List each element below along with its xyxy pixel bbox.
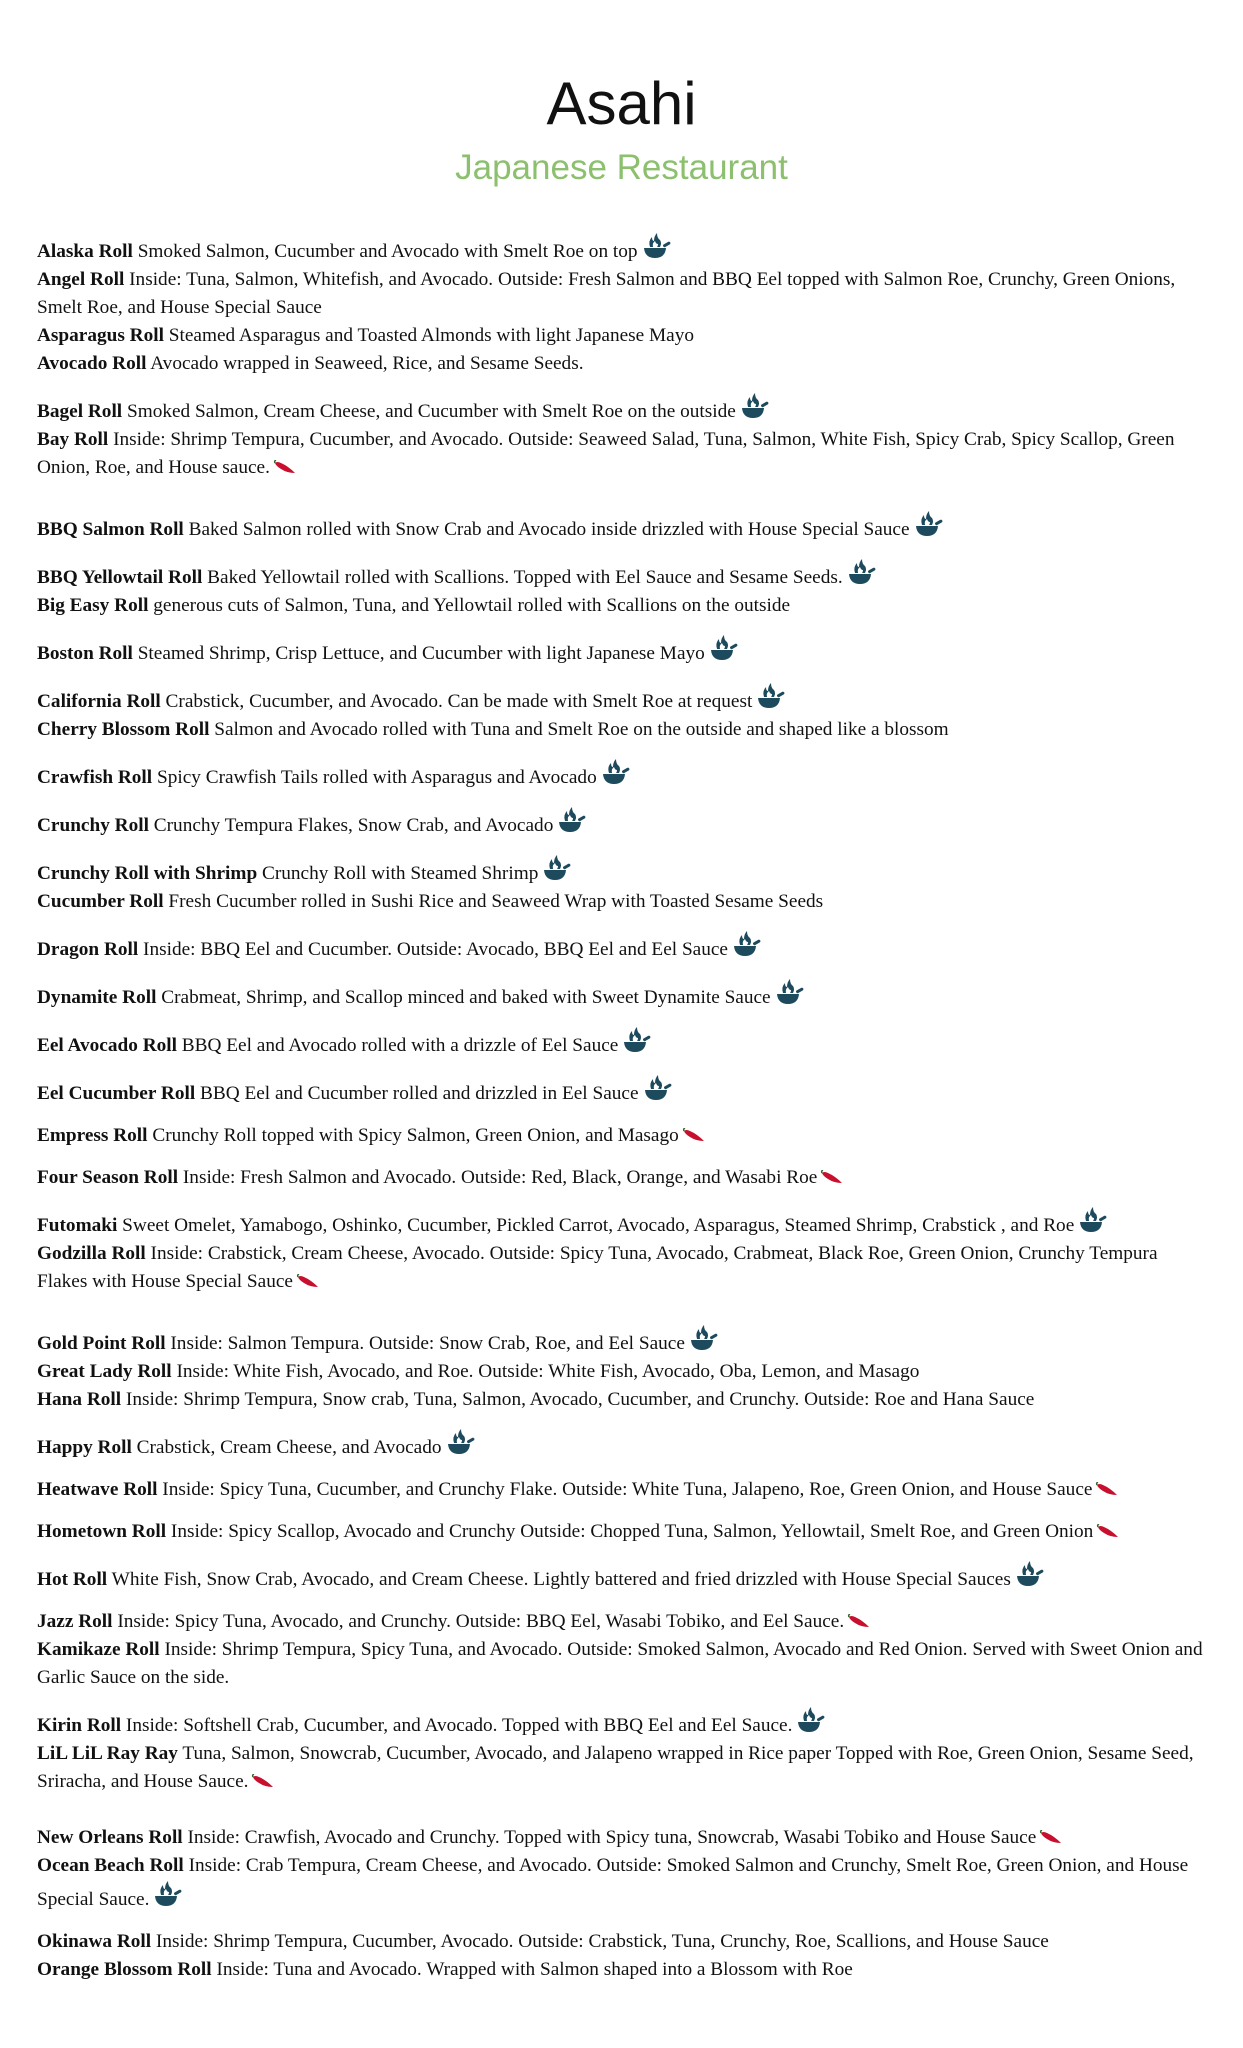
- menu-item-name: BBQ Yellowtail Roll: [37, 567, 203, 588]
- menu-item-description: Crabmeat, Shrimp, and Scallop minced and baked with Sweet Dynamite Sauce: [156, 987, 771, 1008]
- menu-item-name: California Roll: [37, 691, 161, 712]
- chili-pepper-icon: [1095, 1482, 1119, 1498]
- menu-item-name: Angel Roll: [37, 269, 125, 290]
- cooked-flame-pan-icon: [774, 978, 804, 1006]
- menu-item-description: Sweet Omelet, Yamabogo, Oshinko, Cucumber, Pickled Carrot, Avocado, Asparagus, Steamed Shrimp, Crabstick , and Roe: [117, 1215, 1075, 1236]
- cooked-flame-pan-icon: [731, 930, 761, 958]
- menu-item: [37, 806, 1207, 840]
- menu-item-description: Baked Salmon rolled with Snow Crab and Avocado inside drizzled with House Special Sauce: [183, 519, 910, 540]
- menu-item: [37, 1324, 1207, 1358]
- menu-item-name: Alaska Roll: [37, 241, 133, 262]
- menu-item-name: LiL LiL Ray Ray: [37, 1743, 178, 1764]
- menu-item: [37, 1706, 1207, 1740]
- cooked-flame-pan-icon: [621, 1026, 651, 1054]
- chili-pepper-icon: [296, 1274, 320, 1290]
- menu-item-description: Steamed Asparagus and Toasted Almonds with light Japanese Mayo: [163, 325, 695, 346]
- menu-item-name: Asparagus Roll: [37, 325, 164, 346]
- menu-item-name: Great Lady Roll: [37, 1361, 172, 1382]
- chili-pepper-icon: [820, 1170, 844, 1186]
- menu-item-name: Cherry Blossom Roll: [37, 719, 210, 740]
- menu-item-name: Ocean Beach Roll: [37, 1855, 184, 1876]
- cooked-flame-pan-icon: [708, 634, 738, 662]
- menu-item-name: Boston Roll: [37, 643, 133, 664]
- menu-item-name: BBQ Salmon Roll: [37, 519, 184, 540]
- menu-item: [37, 716, 1207, 744]
- menu-item: [37, 1386, 1207, 1414]
- menu-item-description: Inside: Shrimp Tempura, Spicy Tuna, and Avocado. Outside: Smoked Salmon, Avocado and Red Onion. Served with Sweet Onion and Garlic Sauce on the side.: [37, 1639, 1203, 1688]
- menu-item-name: Jazz Roll: [37, 1611, 113, 1632]
- menu-item-description: Steamed Shrimp, Crisp Lettuce, and Cucumber with light Japanese Mayo: [132, 643, 705, 664]
- cooked-flame-pan-icon: [541, 854, 571, 882]
- menu-item-description: Salmon and Avocado rolled with Tuna and Smelt Roe on the outside and shaped like a blossom: [209, 719, 949, 740]
- menu-item-name: Orange Blossom Roll: [37, 1959, 212, 1980]
- menu-item: [37, 930, 1207, 964]
- menu-item-description: Fresh Cucumber rolled in Sushi Rice and Seaweed Wrap with Toasted Sesame Seeds: [163, 891, 824, 912]
- menu-item-description: Crunchy Roll with Steamed Shrimp: [257, 863, 539, 884]
- menu-item: [37, 1428, 1207, 1462]
- cooked-flame-pan-icon: [913, 510, 943, 538]
- cooked-flame-pan-icon: [445, 1428, 475, 1456]
- menu-item: [37, 1206, 1207, 1240]
- menu-item-description: Inside: Crab Tempura, Cream Cheese, and Avocado. Outside: Smoked Salmon and Crunchy, Smelt Roe, Green Onion, and House Special Sauce.: [37, 1855, 1189, 1910]
- menu-item-description: Smoked Salmon, Cucumber and Avocado with Smelt Roe on top: [132, 241, 638, 262]
- menu-item-name: Happy Roll: [37, 1437, 132, 1458]
- menu-item-description: Inside: Fresh Salmon and Avocado. Outside: Red, Black, Orange, and Wasabi Roe: [178, 1167, 818, 1188]
- menu-item-description: Baked Yellowtail rolled with Scallions. Topped with Eel Sauce and Sesame Seeds.: [202, 567, 843, 588]
- menu-item-name: Crunchy Roll with Shrimp: [37, 863, 258, 884]
- menu-item: [37, 888, 1207, 916]
- menu-item-description: Avocado wrapped in Seaweed, Rice, and Sesame Seeds.: [146, 353, 584, 374]
- menu-item: [37, 1026, 1207, 1060]
- menu-item-name: Heatwave Roll: [37, 1479, 158, 1500]
- menu-item-name: Okinawa Roll: [37, 1931, 152, 1952]
- menu-item: [37, 592, 1207, 620]
- menu-item-description: Inside: Softshell Crab, Cucumber, and Avocado. Topped with BBQ Eel and Eel Sauce.: [121, 1715, 793, 1736]
- menu-item: [37, 1074, 1207, 1108]
- menu-item-description: Inside: BBQ Eel and Cucumber. Outside: Avocado, BBQ Eel and Eel Sauce: [138, 939, 728, 960]
- menu-item-name: Four Season Roll: [37, 1167, 179, 1188]
- menu-item-name: Dynamite Roll: [37, 987, 157, 1008]
- cooked-flame-pan-icon: [642, 1074, 672, 1102]
- cooked-flame-pan-icon: [1077, 1206, 1107, 1234]
- menu-item: [37, 1122, 1207, 1150]
- menu-item-name: Kamikaze Roll: [37, 1639, 160, 1660]
- menu-item-description: Inside: White Fish, Avocado, and Roe. Outside: White Fish, Avocado, Oba, Lemon, and Masago: [171, 1361, 920, 1382]
- cooked-flame-pan-icon: [755, 682, 785, 710]
- menu-item-name: Hot Roll: [37, 1569, 108, 1590]
- menu-item-name: Cucumber Roll: [37, 891, 164, 912]
- menu-item: [37, 1852, 1207, 1928]
- menu-item: [37, 978, 1207, 1012]
- cooked-flame-pan-icon: [1014, 1560, 1044, 1588]
- cooked-flame-pan-icon: [688, 1324, 718, 1352]
- menu-item-description: Spicy Crawfish Tails rolled with Asparagus and Avocado: [152, 767, 597, 788]
- menu-item-description: generous cuts of Salmon, Tuna, and Yellowtail rolled with Scallions on the outside: [148, 595, 791, 616]
- chili-pepper-icon: [273, 460, 297, 476]
- menu-item: [37, 350, 1207, 378]
- menu-item: [37, 1164, 1207, 1192]
- cooked-flame-pan-icon: [739, 392, 769, 420]
- menu-item-name: Bagel Roll: [37, 401, 123, 422]
- menu-item: [37, 558, 1207, 592]
- menu-item: [37, 1518, 1207, 1546]
- menu-item: [37, 266, 1207, 322]
- cooked-flame-pan-icon: [152, 1880, 182, 1908]
- menu-item: [37, 634, 1207, 668]
- menu-item-description: Tuna, Salmon, Snowcrab, Cucumber, Avocado, and Jalapeno wrapped in Rice paper Topped with Roe, Green Onion, Sesame Seed, Sriracha, and House Sauce.: [37, 1743, 1194, 1792]
- cooked-flame-pan-icon: [556, 806, 586, 834]
- menu-item: [37, 1560, 1207, 1594]
- menu-item-description: Inside: Shrimp Tempura, Snow crab, Tuna, Salmon, Avocado, Cucumber, and Crunchy. Outside: Roe and Hana Sauce: [121, 1389, 1035, 1410]
- menu-item-description: BBQ Eel and Avocado rolled with a drizzle of Eel Sauce: [176, 1035, 619, 1056]
- menu-item-name: Godzilla Roll: [37, 1243, 146, 1264]
- menu-item: [37, 758, 1207, 792]
- menu-item-description: Crabstick, Cucumber, and Avocado. Can be made with Smelt Roe at request: [160, 691, 753, 712]
- chili-pepper-icon: [847, 1614, 871, 1630]
- menu-item-description: Inside: Spicy Tuna, Avocado, and Crunchy. Outside: BBQ Eel, Wasabi Tobiko, and Eel Sauce.: [112, 1611, 845, 1632]
- chili-pepper-icon: [1039, 1830, 1063, 1846]
- menu-item-name: Empress Roll: [37, 1125, 148, 1146]
- menu-item-description: Inside: Salmon Tempura. Outside: Snow Crab, Roe, and Eel Sauce: [165, 1333, 685, 1354]
- menu-item-name: Eel Avocado Roll: [37, 1035, 177, 1056]
- cooked-flame-pan-icon: [795, 1706, 825, 1734]
- menu-item-name: Dragon Roll: [37, 939, 139, 960]
- menu-item-name: Gold Point Roll: [37, 1333, 166, 1354]
- cooked-flame-pan-icon: [600, 758, 630, 786]
- restaurant-name: Asahi: [546, 70, 697, 137]
- menu-item-name: Crawfish Roll: [37, 767, 153, 788]
- menu-item-name: Avocado Roll: [37, 353, 147, 374]
- menu-item-name: Hana Roll: [37, 1389, 122, 1410]
- menu-item: [37, 322, 1207, 350]
- menu-item: [37, 1928, 1207, 1956]
- chili-pepper-icon: [682, 1128, 706, 1144]
- chili-pepper-icon: [251, 1774, 275, 1790]
- menu-item-name: Kirin Roll: [37, 1715, 122, 1736]
- menu-item-name: New Orleans Roll: [37, 1827, 183, 1848]
- menu-item-name: Crunchy Roll: [37, 815, 149, 836]
- menu-item: [37, 854, 1207, 888]
- menu-item: [37, 1824, 1207, 1852]
- menu-item-description: BBQ Eel and Cucumber rolled and drizzled in Eel Sauce: [195, 1083, 639, 1104]
- menu-item: [37, 232, 1207, 266]
- menu-item: [37, 510, 1207, 544]
- roll-menu-list: [37, 232, 1207, 1984]
- menu-item: [37, 1608, 1207, 1636]
- menu-item: [37, 1740, 1207, 1810]
- chili-pepper-icon: [1096, 1524, 1120, 1540]
- menu-item-description: Inside: Tuna and Avocado. Wrapped with Salmon shaped into a Blossom with Roe: [211, 1959, 853, 1980]
- menu-item-description: Inside: Spicy Tuna, Cucumber, and Crunchy Flake. Outside: White Tuna, Jalapeno, Roe, Green Onion, and House Sauce: [157, 1479, 1093, 1500]
- cooked-flame-pan-icon: [641, 232, 671, 260]
- menu-item-description: Inside: Crawfish, Avocado and Crunchy. Topped with Spicy tuna, Snowcrab, Wasabi Tobiko and House Sauce: [182, 1827, 1037, 1848]
- menu-item-description: Crabstick, Cream Cheese, and Avocado: [131, 1437, 442, 1458]
- menu-item-name: Hometown Roll: [37, 1521, 167, 1542]
- menu-item: [37, 1956, 1207, 1984]
- menu-item: [37, 1358, 1207, 1386]
- menu-item-description: Inside: Shrimp Tempura, Cucumber, Avocado. Outside: Crabstick, Tuna, Crunchy, Roe, Scallions, and House Sauce: [151, 1931, 1049, 1952]
- menu-item-description: Crunchy Roll topped with Spicy Salmon, Green Onion, and Masago: [147, 1125, 679, 1146]
- menu-item-description: Inside: Spicy Scallop, Avocado and Crunchy Outside: Chopped Tuna, Salmon, Yellowtail, Smelt Roe, and Green Onion: [166, 1521, 1094, 1542]
- menu-item: [37, 682, 1207, 716]
- menu-item: [37, 1476, 1207, 1504]
- menu-item: [37, 1240, 1207, 1310]
- menu-item-description: Inside: Shrimp Tempura, Cucumber, and Avocado. Outside: Seaweed Salad, Tuna, Salmon, White Fish, Spicy Crab, Spicy Scallop, Green Onion, Roe, and House sauce.: [37, 429, 1175, 478]
- menu-item-description: White Fish, Snow Crab, Avocado, and Cream Cheese. Lightly battered and fried drizzled with House Special Sauces: [107, 1569, 1011, 1590]
- menu-item: [37, 426, 1207, 496]
- menu-item-description: Crunchy Tempura Flakes, Snow Crab, and Avocado: [148, 815, 554, 836]
- menu-item-name: Futomaki: [37, 1215, 118, 1236]
- menu-item-description: Inside: Crabstick, Cream Cheese, Avocado. Outside: Spicy Tuna, Avocado, Crabmeat, Black Roe, Green Onion, Crunchy Tempura Flakes with House Special Sauce: [37, 1243, 1158, 1292]
- restaurant-subtitle: Japanese Restaurant: [455, 148, 788, 187]
- menu-item-name: Bay Roll: [37, 429, 109, 450]
- cooked-flame-pan-icon: [846, 558, 876, 586]
- menu-item-description: Smoked Salmon, Cream Cheese, and Cucumber with Smelt Roe on the outside: [122, 401, 736, 422]
- menu-item-description: Inside: Tuna, Salmon, Whitefish, and Avocado. Outside: Fresh Salmon and BBQ Eel topped with Salmon Roe, Crunchy, Green Onions, Smelt Roe, and House Special Sauce: [37, 269, 1176, 318]
- menu-item: [37, 392, 1207, 426]
- menu-item-name: Big Easy Roll: [37, 595, 149, 616]
- menu-item: [37, 1636, 1207, 1692]
- menu-item-name: Eel Cucumber Roll: [37, 1083, 196, 1104]
